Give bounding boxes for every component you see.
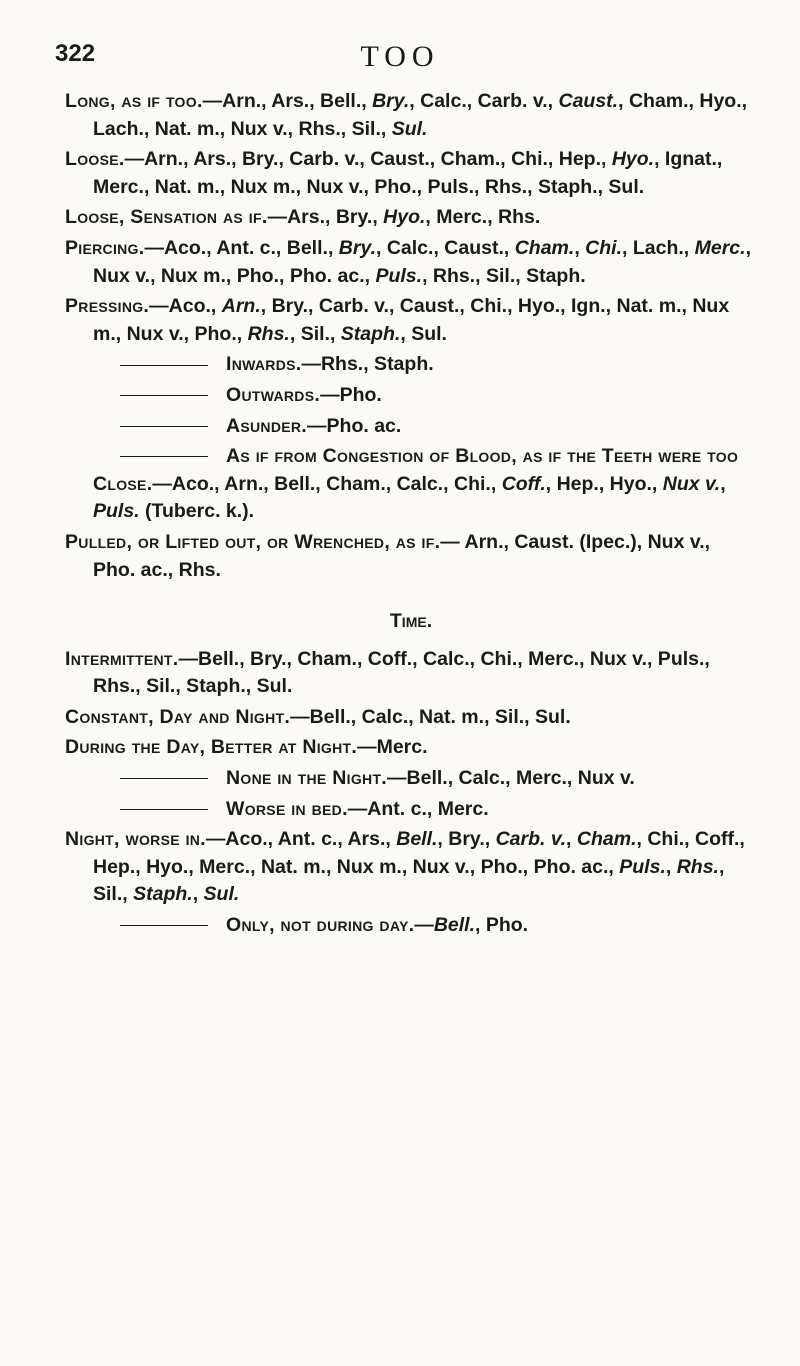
- symptom-entry: [65, 734, 757, 762]
- symptom-entry: [65, 413, 757, 441]
- symptom-heading: Constant, Day and Night.: [65, 705, 291, 728]
- symptom-heading: Intermittent.: [65, 647, 179, 670]
- symptom-entry: [65, 826, 757, 909]
- remedy-list: —Pho. ac.: [307, 414, 402, 437]
- remedy-list: —Aco., Ant. c., Bell., Bry., Calc., Caust., Cham., Chi., Lach., Merc., Nux v., Nux m., Pho., Pho. ac., Puls., Rhs., Sil., Staph.: [93, 236, 751, 287]
- remedy-list: — Arn., Caust. (Ipec.), Nux v., Pho. ac., Rhs.: [93, 530, 711, 581]
- remedy-list: —Ars., Bry., Hyo., Merc., Rhs.: [267, 206, 541, 229]
- remedy-list: —Aco., Ant. c., Ars., Bell., Bry., Carb. v., Cham., Chi., Coff., Hep., Hyo., Merc., Nat. m., Nux m., Nux v., Pho., Pho. ac., Puls., Rhs., Sil., Staph., Sul.: [93, 828, 745, 906]
- symptom-heading: Only, not during day.: [226, 914, 415, 937]
- remedy-list: —Arn., Ars., Bell., Bry., Calc., Carb. v., Caust., Cham., Hyo., Lach., Nat. m., Nux v., Rhs., Sil., Sul.: [93, 90, 748, 140]
- symptom-heading: During the Day, Better at Night.: [65, 736, 358, 759]
- ditto-dash: [120, 925, 208, 926]
- symptom-heading: As if from Congestion of Blood, as if the Teeth were too Close.: [93, 445, 739, 495]
- symptom-entry: [65, 88, 757, 143]
- symptom-heading: Long, as if too.: [65, 90, 203, 112]
- symptom-heading: Night, worse in.: [65, 828, 206, 851]
- symptom-entry: [65, 293, 757, 348]
- symptom-heading: Asunder.: [226, 414, 308, 437]
- remedy-list: —Ant. c., Merc.: [347, 797, 489, 820]
- symptom-heading: Worse in bed.: [226, 797, 348, 820]
- symptom-heading: Loose.: [65, 148, 125, 171]
- symptom-entry: [65, 646, 757, 701]
- remedy-list: —Rhs., Staph.: [301, 353, 434, 376]
- ditto-dash: [120, 365, 208, 366]
- symptom-heading: Loose, Sensation as if.: [65, 206, 268, 229]
- time-symptom-list: [65, 646, 757, 940]
- remedy-list: —Aco., Arn., Bell., Cham., Calc., Chi., Coff., Hep., Hyo., Nux v., Puls. (Tuberc. k.).: [93, 472, 726, 523]
- symptom-entry: [65, 529, 757, 584]
- symptom-entry: [65, 235, 757, 290]
- remedy-list: —Pho.: [320, 383, 382, 406]
- symptom-heading: Piercing.: [65, 236, 145, 259]
- symptom-entry: [65, 912, 757, 940]
- symptom-entry: [65, 443, 757, 526]
- symptom-entry: [65, 796, 757, 824]
- symptom-entry: [65, 765, 757, 793]
- symptom-entry: [65, 382, 757, 410]
- ditto-dash: [120, 395, 208, 396]
- remedy-list: —Aco., Arn., Bry., Carb. v., Caust., Chi., Hyo., Ign., Nat. m., Nux m., Nux v., Pho., Rhs., Sil., Staph., Sul.: [93, 295, 730, 345]
- remedy-list: —Arn., Ars., Bry., Carb. v., Caust., Cham., Chi., Hep., Hyo., Ignat., Merc., Nat. m., Nux m., Nux v., Pho., Puls., Rhs., Staph., Sul.: [93, 148, 723, 198]
- remedy-list: —Merc.: [357, 736, 428, 759]
- ditto-dash: [120, 778, 208, 779]
- section-title: Time.: [389, 610, 433, 633]
- remedy-list: —Bell., Pho.: [414, 914, 529, 937]
- running-head: TOO: [360, 40, 440, 73]
- ditto-dash: [120, 456, 208, 457]
- remedy-list: —Bell., Calc., Nat. m., Sil., Sul.: [290, 705, 571, 728]
- symptom-heading: None in the Night.: [226, 767, 388, 790]
- symptom-entry: [65, 204, 757, 232]
- page-body: [65, 88, 757, 943]
- remedy-list: —Bell., Calc., Merc., Nux v.: [387, 767, 635, 790]
- remedy-list: —Bell., Bry., Cham., Coff., Calc., Chi., Merc., Nux v., Puls., Rhs., Sil., Staph., Sul.: [93, 647, 710, 698]
- symptom-heading: Pressing.: [65, 295, 150, 318]
- symptom-heading: Outwards.: [226, 383, 321, 406]
- ditto-dash: [120, 809, 208, 810]
- symptom-entry: [65, 704, 757, 732]
- symptom-heading: Inwards.: [226, 353, 302, 376]
- symptom-entry: [65, 146, 757, 201]
- page-header: [55, 40, 745, 76]
- page-number: 322: [55, 40, 96, 67]
- symptom-list: [65, 88, 757, 584]
- symptom-entry: [65, 351, 757, 379]
- ditto-dash: [120, 426, 208, 427]
- symptom-heading: Pulled, or Lifted out, or Wrenched, as if.: [65, 530, 441, 553]
